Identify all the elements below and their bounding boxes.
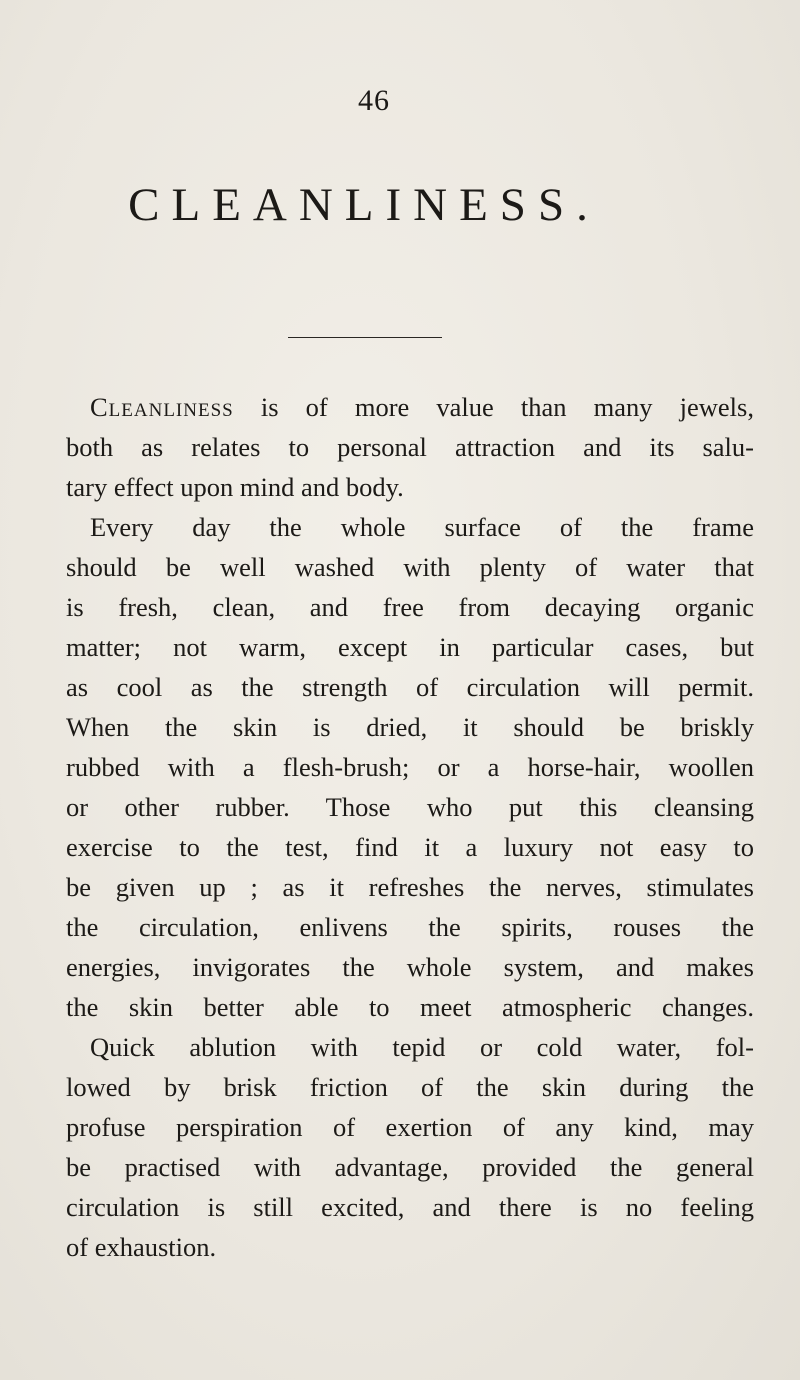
- text-line-9: When the skin is dried, it should be briskly: [66, 712, 754, 742]
- text-line-17: Quick ablution with tepid or cold water, fol-: [90, 1032, 754, 1062]
- page-number: 46: [358, 84, 390, 117]
- chapter-title: CLEANLINESS.: [128, 179, 600, 231]
- text-line-3: tary effect upon mind and body.: [66, 472, 404, 502]
- text-line-11: or other rubber. Those who put this cleansing: [66, 792, 754, 822]
- text-line-5: should be well washed with plenty of water that: [66, 552, 754, 582]
- text-line-4: Every day the whole surface of the frame: [90, 512, 754, 542]
- text-line-15: energies, invigorates the whole system, and makes: [66, 952, 754, 982]
- article-body: [66, 387, 754, 1267]
- text-line-16: the skin better able to meet atmospheric changes.: [66, 992, 754, 1022]
- text-line-18: lowed by brisk friction of the skin during the: [66, 1072, 754, 1102]
- text-line-19: profuse perspiration of exertion of any kind, may: [66, 1112, 754, 1142]
- text-line-8: as cool as the strength of circulation will permit.: [66, 672, 754, 702]
- text-line-10: rubbed with a flesh-brush; or a horse-hair, woollen: [66, 752, 754, 782]
- text-line-6: is fresh, clean, and free from decaying organic: [66, 592, 754, 622]
- text-line-12: exercise to the test, find it a luxury not easy to: [66, 832, 754, 862]
- text-line-1: Cleanliness is of more value than many jewels,: [90, 392, 754, 422]
- text-line-20: be practised with advantage, provided the general: [66, 1152, 754, 1182]
- text-line-13: be given up ; as it refreshes the nerves, stimulates: [66, 872, 754, 902]
- text-line-21: circulation is still excited, and there is no feeling: [66, 1192, 754, 1222]
- text-line-14: the circulation, enlivens the spirits, rouses the: [66, 912, 754, 942]
- text-line-22: of exhaustion.: [66, 1232, 217, 1262]
- text-line-2: both as relates to personal attraction and its salu-: [66, 432, 754, 462]
- title-divider: [288, 337, 442, 338]
- text-line-7: matter; not warm, except in particular cases, but: [66, 632, 754, 662]
- lead-word: Cleanliness: [90, 392, 234, 422]
